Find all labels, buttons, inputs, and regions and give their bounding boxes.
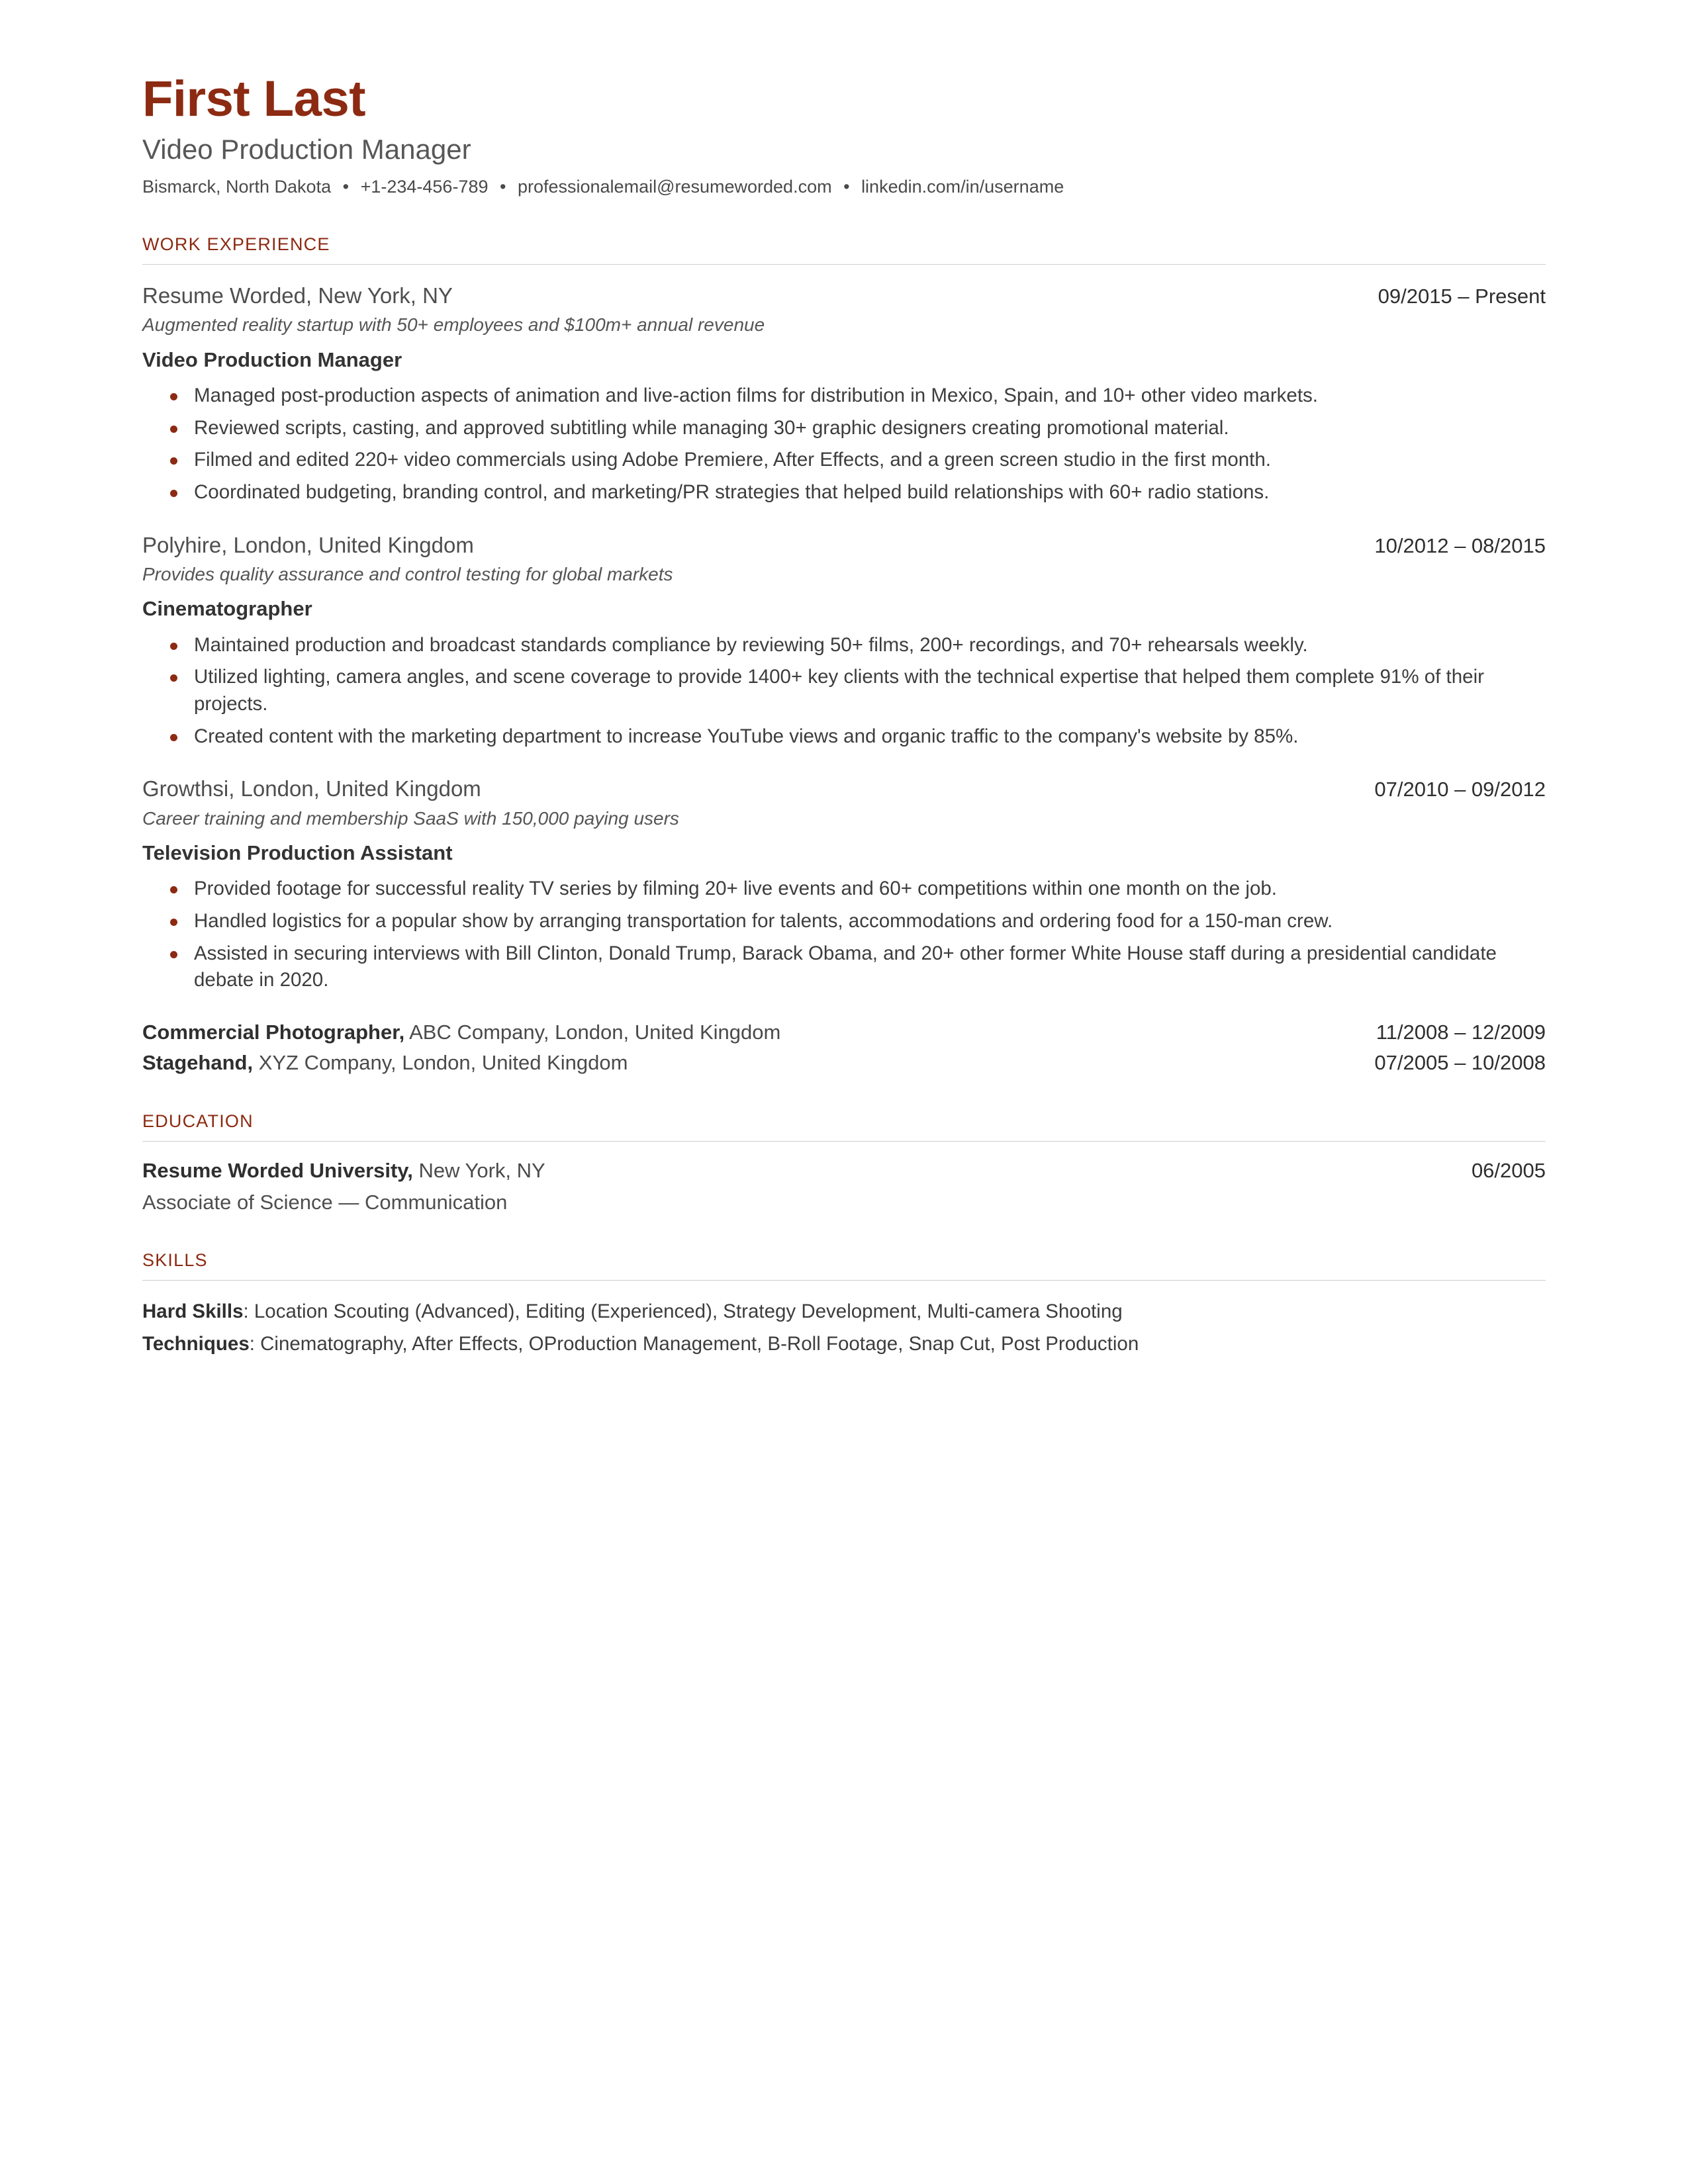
job-bullet: Utilized lighting, camera angles, and scene coverage to provide 1400+ key clients with the technical expertise that helped them complete 91% of their projects. — [142, 664, 1546, 717]
short-role-company: ABC Company, London, United Kingdom — [404, 1021, 781, 1044]
contact-separator-icon: • — [500, 177, 506, 197]
contact-location: Bismarck, North Dakota — [142, 177, 332, 197]
contact-line — [142, 175, 1546, 200]
job-company: Polyhire, London, United Kingdom — [142, 532, 474, 557]
short-role-entry — [142, 1050, 1546, 1076]
job-bullet: Managed post-production aspects of animation and live-action films for distribution in Mexico, Spain, and 10+ other video markets. — [142, 383, 1546, 410]
short-role-company: XYZ Company, London, United Kingdom — [253, 1051, 628, 1075]
job-bullet-list — [142, 876, 1546, 994]
short-role-dates: 11/2008 – 12/2009 — [1376, 1021, 1546, 1044]
resume-header — [142, 73, 1546, 200]
contact-email: professionalemail@resumeworded.com — [517, 177, 832, 197]
contact-separator-icon: • — [843, 177, 850, 197]
short-role-entry — [142, 1019, 1546, 1046]
skill-category-label: Techniques — [142, 1332, 250, 1355]
job-bullet: Created content with the marketing department to increase YouTube views and organic traffic to the company's website by 85%. — [142, 723, 1546, 751]
skill-entry — [142, 1330, 1546, 1359]
section-divider — [142, 1280, 1546, 1281]
education-dates: 06/2005 — [1471, 1158, 1546, 1182]
job-header-row — [142, 531, 1546, 559]
job-bullet-list — [142, 632, 1546, 751]
education-school-line — [142, 1159, 545, 1183]
job-bullet: Maintained production and broadcast standards compliance by reviewing 50+ films, 200+ recordings, and 70+ rehearsals weekly. — [142, 632, 1546, 659]
job-header-row — [142, 775, 1546, 802]
contact-separator-icon: • — [342, 177, 350, 197]
skill-category-label: Hard Skills — [142, 1300, 244, 1323]
job-title: Television Production Assistant — [142, 841, 453, 865]
short-role-label — [142, 1019, 780, 1046]
job-entry — [142, 531, 1546, 751]
job-company: Growthsi, London, United Kingdom — [142, 776, 481, 801]
job-bullet: Coordinated budgeting, branding control, and marketing/PR strategies that helped build relationships with 60+ radio stations. — [142, 479, 1546, 506]
job-company-description: Career training and membership SaaS with 150,000 paying users — [142, 807, 679, 829]
education-location: New York, NY — [412, 1158, 545, 1182]
section-divider — [142, 1141, 1546, 1142]
education-entry — [142, 1159, 1546, 1216]
job-entry — [142, 775, 1546, 994]
short-role-list — [142, 1019, 1546, 1077]
skill-values: : Location Scouting (Advanced), Editing (Experienced), Strategy Development, Multi-camera Shooting — [243, 1300, 1123, 1323]
work-experience-list — [142, 282, 1546, 1077]
job-dates: 07/2010 – 09/2012 — [1374, 778, 1546, 801]
section-title-skills: SKILLS — [142, 1250, 208, 1271]
job-bullet: Assisted in securing interviews with Bill Clinton, Donald Trump, Barack Obama, and 20+ other former White House staff during a presidential candidate debate in 2020. — [142, 940, 1546, 994]
skills-list — [142, 1298, 1546, 1359]
job-header-row — [142, 282, 1546, 309]
education-list — [142, 1159, 1546, 1216]
skill-entry — [142, 1298, 1546, 1326]
section-title-education: EDUCATION — [142, 1111, 254, 1131]
short-role-title: Stagehand, — [142, 1051, 254, 1075]
job-entry — [142, 282, 1546, 506]
job-title: Video Production Manager — [142, 347, 402, 371]
job-bullet: Filmed and edited 220+ video commercials using Adobe Premiere, After Effects, and a green screen studio in the first month. — [142, 447, 1546, 474]
job-bullet: Handled logistics for a popular show by arranging transportation for talents, accommodations and ordering food for a 150-man crew. — [142, 908, 1546, 935]
contact-phone: +1-234-456-789 — [360, 177, 489, 197]
job-title: Cinematographer — [142, 597, 312, 621]
job-bullet-list — [142, 383, 1546, 506]
job-dates: 10/2012 – 08/2015 — [1374, 533, 1546, 557]
short-role-dates: 07/2005 – 10/2008 — [1374, 1051, 1546, 1075]
short-role-title: Commercial Photographer, — [142, 1021, 405, 1044]
short-role-label — [142, 1050, 628, 1076]
section-divider — [142, 264, 1546, 265]
education-school: Resume Worded University, — [142, 1158, 413, 1182]
job-bullet: Provided footage for successful reality TV series by filming 20+ live events and 60+ competitions within one month on the job. — [142, 876, 1546, 903]
job-company-description: Provides quality assurance and control testing for global markets — [142, 563, 673, 584]
education-degree: Associate of Science — Communication — [142, 1190, 508, 1214]
job-bullet: Reviewed scripts, casting, and approved subtitling while managing 30+ graphic designers creating promotional material. — [142, 415, 1546, 442]
section-title-work-experience: WORK EXPERIENCE — [142, 234, 330, 254]
candidate-name: First Last — [142, 71, 366, 127]
candidate-headline: Video Production Manager — [142, 133, 471, 165]
job-company: Resume Worded, New York, NY — [142, 283, 453, 308]
education-header-row — [142, 1159, 1546, 1183]
contact-linkedin: linkedin.com/in/username — [861, 177, 1064, 197]
job-company-description: Augmented reality startup with 50+ employees and $100m+ annual revenue — [142, 314, 765, 336]
skill-values: : Cinematography, After Effects, OProduction Management, B-Roll Footage, Snap Cut, Post Production — [249, 1332, 1139, 1355]
job-dates: 09/2015 – Present — [1378, 284, 1546, 308]
